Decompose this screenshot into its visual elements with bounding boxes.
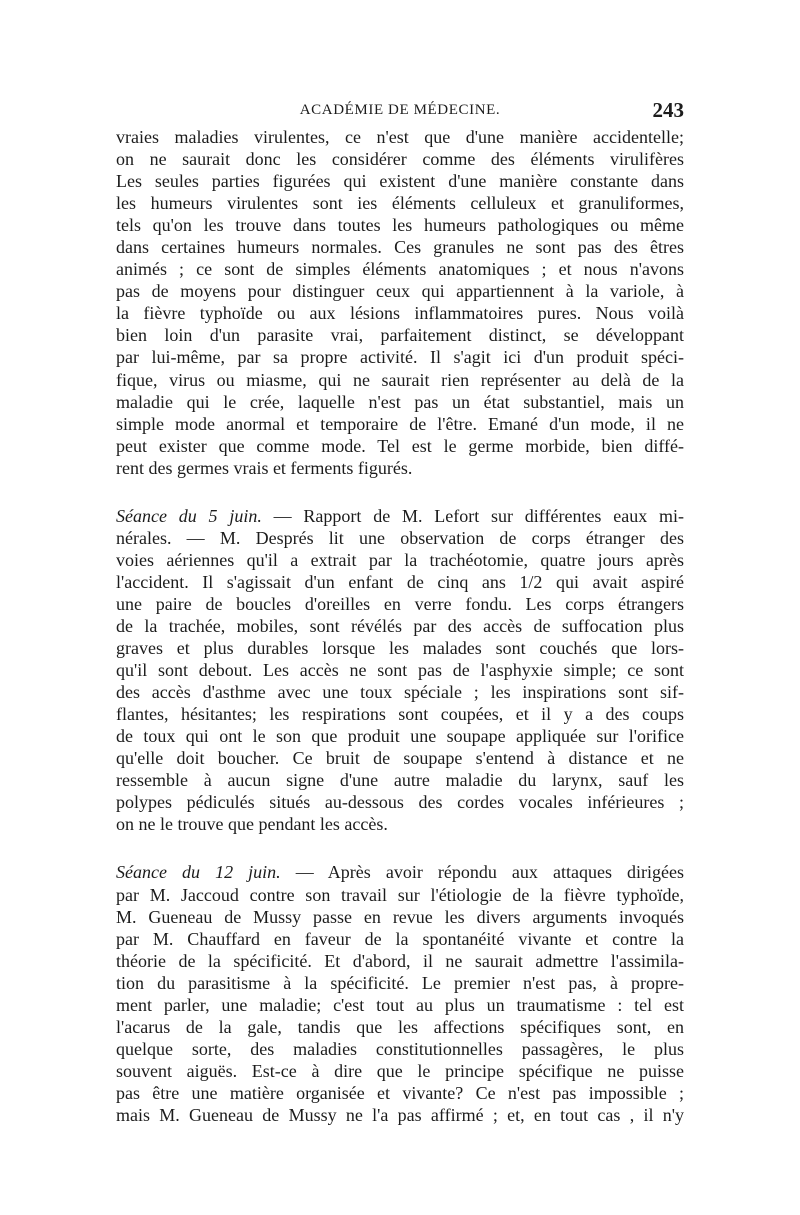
- seance-date-label: Séance du 12 juin.: [116, 862, 281, 883]
- text-line: qu'il sont debout. Les accès ne sont pas de l'asphyxie simple; ce sont: [116, 660, 684, 681]
- seance-date-label: Séance du 5 juin.: [116, 505, 262, 526]
- text-line: polypes pédiculés situés au-dessous des cordes vocales inférieures ;: [116, 792, 684, 813]
- text-line: on ne saurait donc les considérer comme des éléments virulifères: [116, 149, 684, 170]
- running-head: [116, 98, 684, 124]
- text-line: Les seules parties figurées qui existent d'une manière constante dans: [116, 171, 684, 192]
- text-line: [116, 861, 684, 883]
- text-line: des accès d'asthme avec une toux spéciale ; les inspirations sont sif-: [116, 682, 684, 703]
- text-line: par M. Chauffard en faveur de la spontanéité vivante et contre la: [116, 928, 684, 949]
- paragraph-gap: [116, 479, 684, 505]
- text-line: quelque sorte, des maladies constitutionnelles passagères, le plus: [116, 1038, 684, 1059]
- text-line: graves et plus durables lorsque les malades sont couchés que lors-: [116, 638, 684, 659]
- text-line: théorie de la spécificité. Et d'abord, il ne saurait admettre l'assimila-: [116, 950, 684, 971]
- text-line: animés ; ce sont de simples éléments anatomiques ; et nous n'avons: [116, 259, 684, 280]
- running-title: ACADÉMIE DE MÉDECINE.: [299, 102, 501, 118]
- text-line: mais M. Gueneau de Mussy ne l'a pas affirmé ; et, en tout cas , il n'y: [116, 1104, 684, 1125]
- text-line: ment parler, une maladie; c'est tout au plus un traumatisme : tel est: [116, 994, 684, 1015]
- paragraph-seance-5-juin: [116, 505, 684, 836]
- text-line: fique, virus ou miasme, qui ne saurait rien représenter au delà de la: [116, 369, 684, 390]
- text-line: bien loin d'un parasite vrai, parfaitement distinct, se développant: [116, 325, 684, 346]
- text-line: l'accident. Il s'agissait d'un enfant de cinq ans 1/2 qui avait aspiré: [116, 571, 684, 592]
- text-line: qu'elle doit boucher. Ce bruit de soupape s'entend à distance et ne: [116, 748, 684, 769]
- text-line: ressemble à aucun signe d'une autre maladie du larynx, sauf les: [116, 770, 684, 791]
- text-line: M. Gueneau de Mussy passe en revue les divers arguments invoqués: [116, 906, 684, 927]
- text-line: la fièvre typhoïde ou aux lésions inflammatoires pures. Nous voilà: [116, 303, 684, 324]
- text-line: de la trachée, mobiles, sont révélés par des accès de suffocation plus: [116, 615, 684, 636]
- text-line: souvent aiguës. Est-ce à dire que le principe spécifique ne puisse: [116, 1060, 684, 1081]
- text-line: pas être une matière organisée et vivante? Ce n'est pas impossible ;: [116, 1082, 684, 1103]
- text-line: rent des germes vrais et ferments figurés.: [116, 457, 413, 478]
- text-line: une paire de boucles d'oreilles en verre fondu. Les corps étrangers: [116, 593, 684, 614]
- text-line: on ne le trouve que pendant les accès.: [116, 814, 388, 835]
- text-line: par lui-même, par sa propre activité. Il s'agit ici d'un produit spéci-: [116, 347, 684, 368]
- text-line: tion du parasitisme à la spécificité. Le premier n'est pas, à propre-: [116, 972, 684, 993]
- line-rest: — Rapport de M. Lefort sur différentes eaux mi-: [261, 505, 684, 526]
- page-number: 243: [652, 98, 684, 122]
- line-rest: — Après avoir répondu aux attaques dirigées: [280, 862, 684, 883]
- paragraph-doctrine: [116, 126, 684, 479]
- paragraph-gap: [116, 835, 684, 861]
- text-line: maladie qui le crée, laquelle n'est pas un état substantiel, mais un: [116, 391, 684, 412]
- text-line: simple mode anormal et temporaire de l'être. Emané d'un mode, il ne: [116, 413, 684, 434]
- text-line: vraies maladies virulentes, ce n'est que d'une manière accidentelle;: [116, 127, 684, 147]
- text-line: de toux qui ont le son que produit une soupape appliquée sur l'orifice: [116, 726, 684, 747]
- text-line: peut exister que comme mode. Tel est le germe morbide, bien diffé-: [116, 435, 684, 456]
- body-text: [116, 126, 684, 1126]
- text-line: par M. Jaccoud contre son travail sur l'étiologie de la fièvre typhoïde,: [116, 884, 684, 905]
- text-line: pas de moyens pour distinguer ceux qui appartiennent à la variole, à: [116, 281, 684, 302]
- text-line: les humeurs virulentes sont ies éléments celluleux et granuliformes,: [116, 193, 684, 214]
- paragraph-seance-12-juin: [116, 861, 684, 1126]
- text-line: [116, 505, 684, 527]
- text-line: dans certaines humeurs normales. Ces granules ne sont pas des êtres: [116, 237, 684, 258]
- text-line: l'acarus de la gale, tandis que les affections spécifiques sont, en: [116, 1016, 684, 1037]
- text-line: flantes, hésitantes; les respirations sont coupées, et il y a des coups: [116, 704, 684, 725]
- text-line: tels qu'on les trouve dans toutes les humeurs pathologiques ou même: [116, 215, 684, 236]
- text-line: nérales. — M. Després lit une observation de corps étranger des: [116, 527, 684, 548]
- text-line: voies aériennes qu'il a extrait par la trachéotomie, quatre jours après: [116, 549, 684, 570]
